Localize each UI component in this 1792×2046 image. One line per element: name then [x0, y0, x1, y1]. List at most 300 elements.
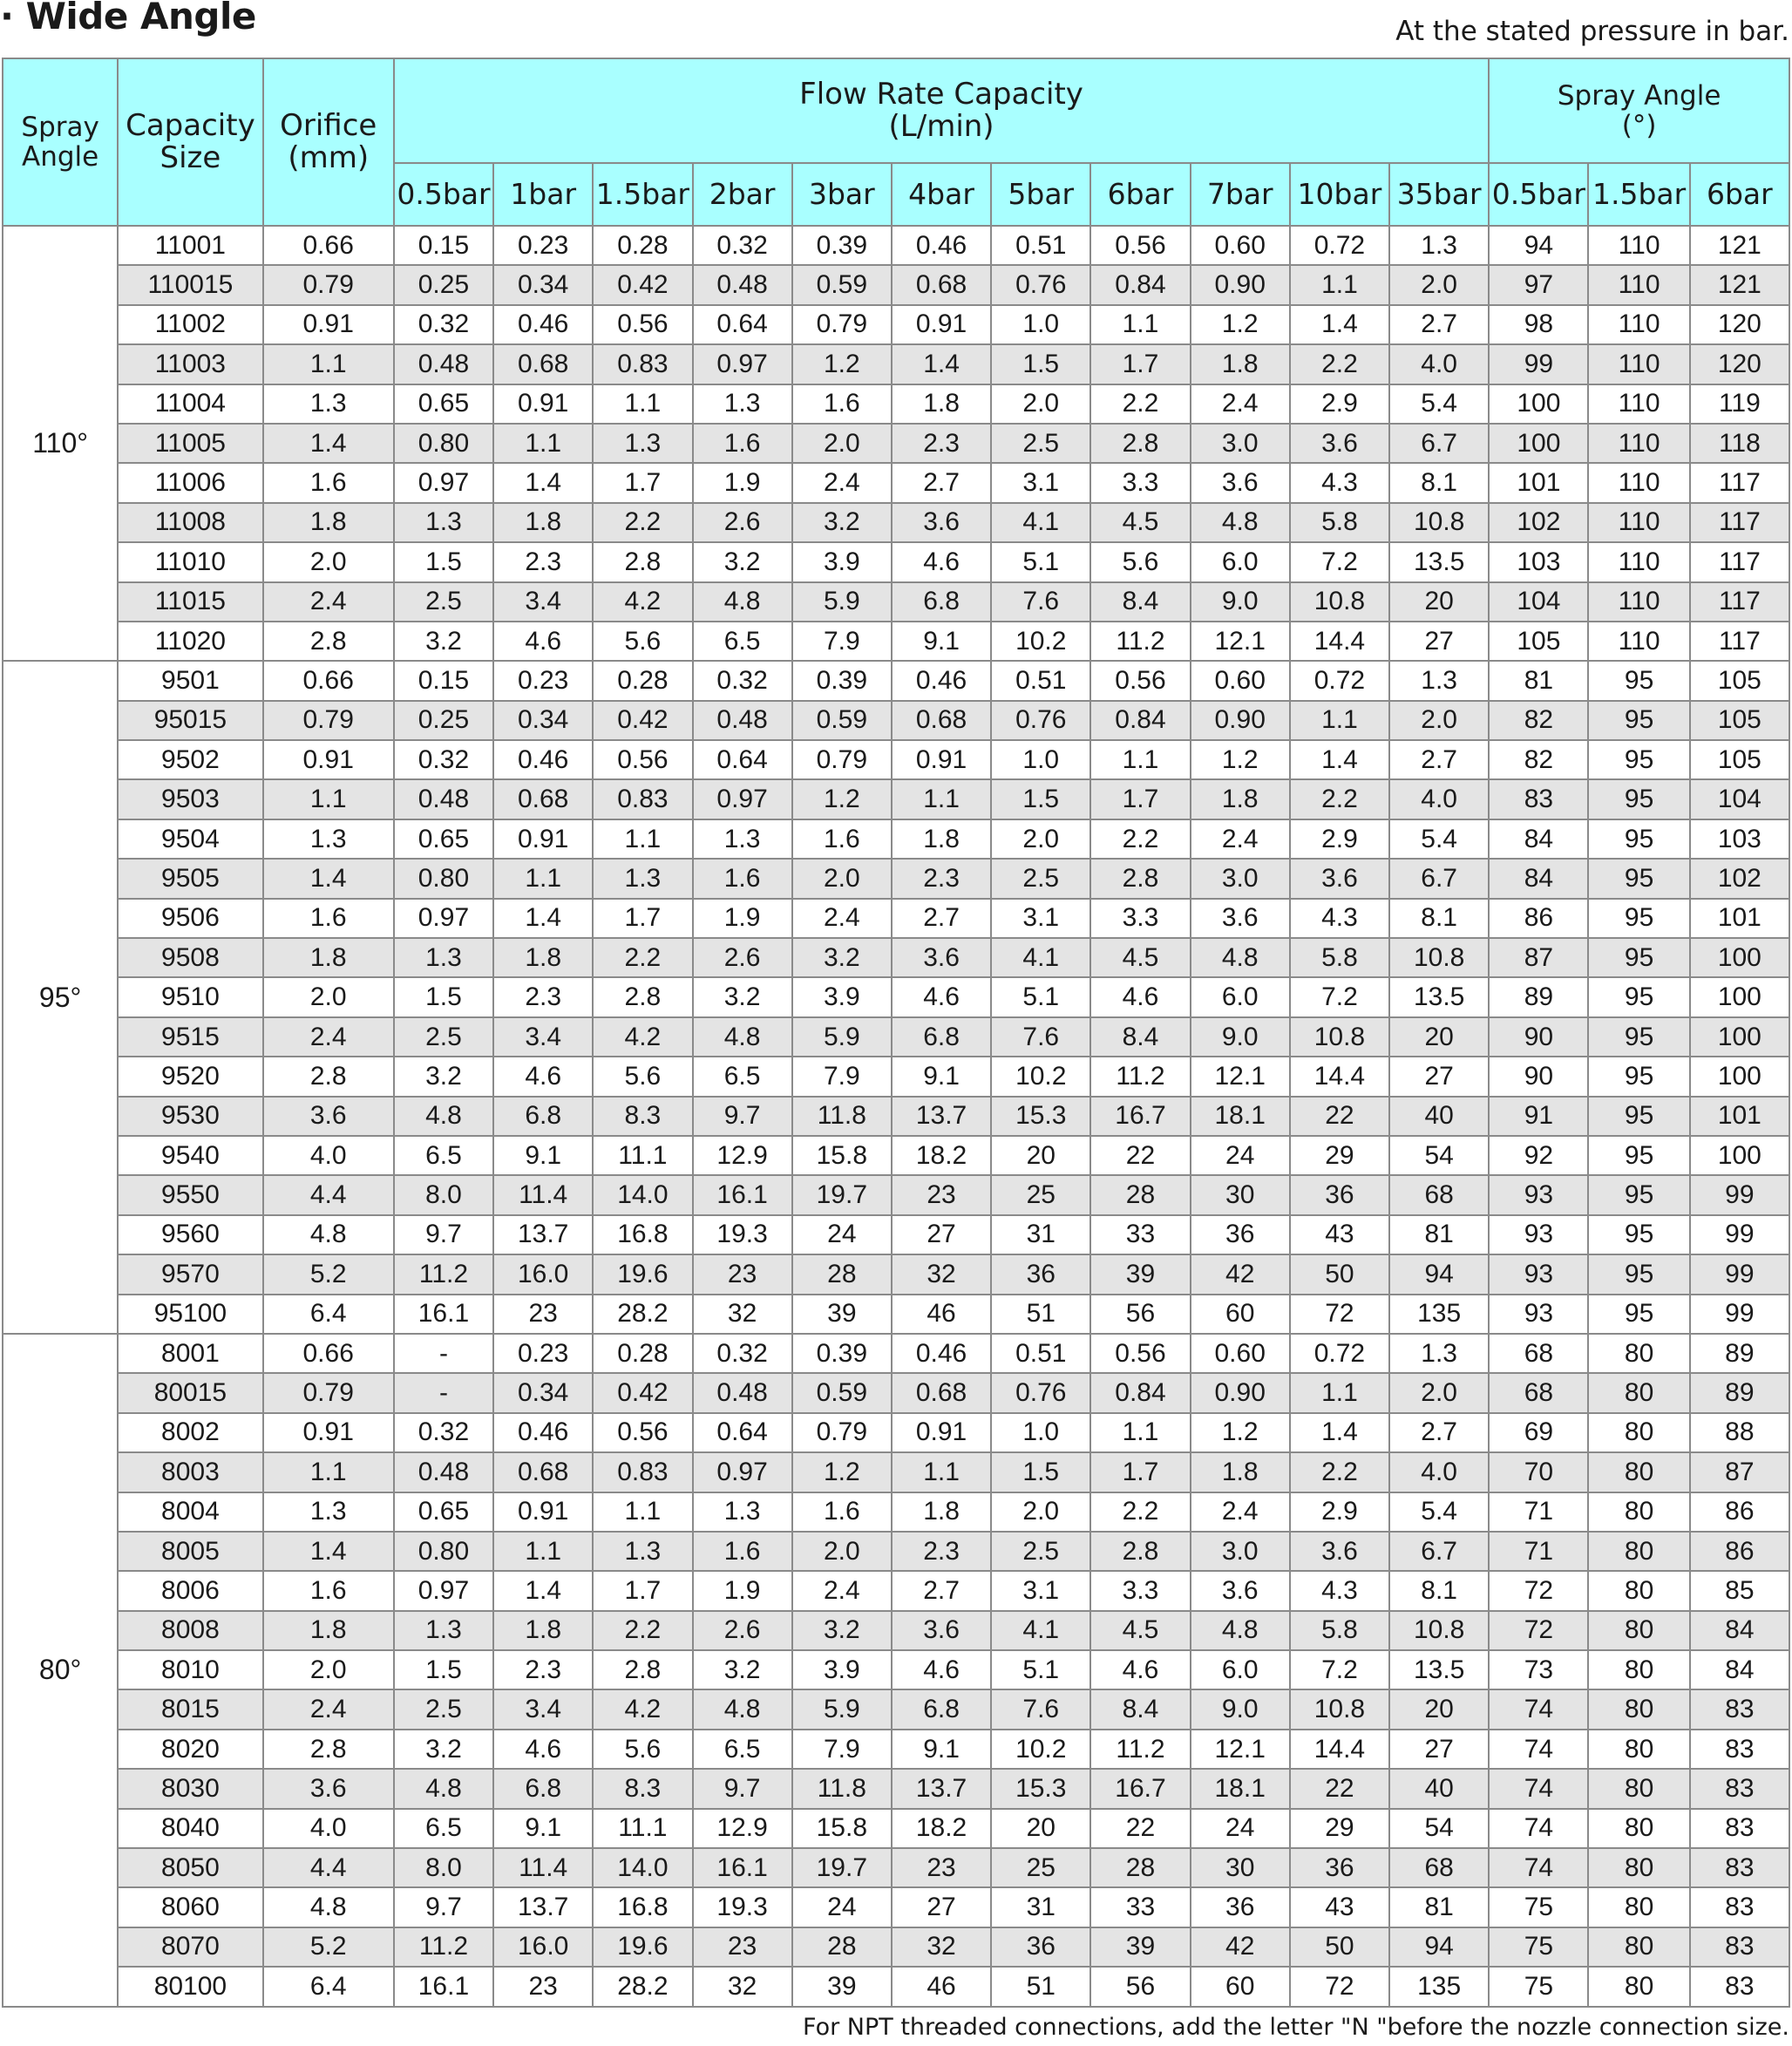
- table-cell: 0.59: [792, 1373, 892, 1412]
- table-cell: 6.5: [693, 622, 792, 661]
- table-cell: 86: [1489, 899, 1588, 938]
- table-cell: 0.76: [991, 701, 1090, 740]
- table-cell: 105: [1690, 701, 1789, 740]
- table-cell: 3.6: [1191, 463, 1290, 502]
- table-cell: 0.90: [1191, 1373, 1290, 1412]
- table-cell: 30: [1191, 1848, 1290, 1887]
- table-cell: 1.2: [1191, 740, 1290, 779]
- table-cell: 0.91: [493, 1492, 593, 1532]
- table-cell: 119: [1690, 384, 1789, 424]
- table-cell: 0.48: [394, 344, 493, 384]
- table-cell: 20: [1389, 1017, 1489, 1057]
- table-cell: 4.6: [892, 1650, 991, 1689]
- table-cell: 72: [1489, 1611, 1588, 1650]
- npt-note: For NPT threaded connections, add the letter "N "before the nozzle connection size.: [803, 2014, 1789, 2041]
- table-cell: 80: [1588, 1887, 1689, 1927]
- table-cell: 0.64: [693, 740, 792, 779]
- table-cell: 0.79: [263, 701, 394, 740]
- table-cell: 2.8: [1090, 424, 1190, 463]
- table-cell: 3.9: [792, 542, 892, 581]
- table-cell: 2.3: [892, 859, 991, 898]
- table-cell: 117: [1690, 542, 1789, 581]
- table-row: [3, 344, 1789, 384]
- table-cell: 2.6: [693, 938, 792, 977]
- table-cell: 8.4: [1090, 1689, 1190, 1729]
- table-cell: 13.7: [892, 1097, 991, 1136]
- table-cell: 36: [1191, 1887, 1290, 1927]
- spray-angle-header: Spray Angle: [3, 58, 118, 226]
- table-cell: 83: [1690, 1769, 1789, 1808]
- table-cell: 1.3: [394, 1611, 493, 1650]
- table-cell: 8.4: [1090, 582, 1190, 622]
- table-cell: 3.6: [263, 1769, 394, 1808]
- table-cell: 1.6: [693, 1532, 792, 1571]
- table-cell: 0.91: [263, 1413, 394, 1452]
- table-cell: 16.0: [493, 1927, 593, 1967]
- table-cell: 10.2: [991, 1730, 1090, 1769]
- table-cell: 10.8: [1389, 938, 1489, 977]
- table-cell: 11.2: [394, 1254, 493, 1294]
- table-cell: 3.3: [1090, 1571, 1190, 1610]
- table-cell: 83: [1690, 1689, 1789, 1729]
- table-cell: 16.1: [693, 1175, 792, 1214]
- table-cell: 1.6: [792, 1492, 892, 1532]
- table-cell: 4.0: [263, 1136, 394, 1175]
- table-cell: 11004: [118, 384, 262, 424]
- table-cell: 117: [1690, 582, 1789, 622]
- table-cell: 100: [1690, 977, 1789, 1016]
- table-row: [3, 1809, 1789, 1848]
- table-cell: 10.8: [1290, 582, 1389, 622]
- table-cell: 0.65: [394, 384, 493, 424]
- table-cell: 14.0: [593, 1175, 692, 1214]
- table-cell: 4.8: [693, 582, 792, 622]
- table-cell: 29: [1290, 1809, 1389, 1848]
- table-cell: 80: [1588, 1650, 1689, 1689]
- table-cell: 87: [1489, 938, 1588, 977]
- table-cell: 68: [1389, 1848, 1489, 1887]
- table-cell: 1.7: [593, 899, 692, 938]
- table-cell: 80: [1588, 1373, 1689, 1412]
- table-cell: 4.5: [1090, 1611, 1190, 1650]
- table-cell: 5.2: [263, 1254, 394, 1294]
- table-cell: 29: [1290, 1136, 1389, 1175]
- spray-angle-group: 95°: [3, 661, 118, 1334]
- table-cell: 1.6: [693, 859, 792, 898]
- table-cell: 1.4: [263, 859, 394, 898]
- table-cell: 1.2: [792, 344, 892, 384]
- table-cell: 68: [1489, 1373, 1588, 1412]
- table-cell: 0.39: [792, 226, 892, 265]
- flow-rate-header: [394, 58, 1489, 163]
- table-cell: 1.1: [1290, 701, 1389, 740]
- table-cell: 4.6: [892, 542, 991, 581]
- pressure-note: At the stated pressure in bar.: [1395, 16, 1789, 47]
- table-cell: 2.7: [892, 899, 991, 938]
- table-cell: 0.66: [263, 1334, 394, 1373]
- flow-pressure-header: 2bar: [693, 163, 792, 226]
- table-cell: 0.48: [394, 1452, 493, 1492]
- table-cell: 12.1: [1191, 622, 1290, 661]
- table-cell: 100: [1690, 1136, 1789, 1175]
- table-cell: 14.4: [1290, 1057, 1389, 1096]
- table-cell: 0.68: [892, 265, 991, 304]
- table-cell: 16.7: [1090, 1097, 1190, 1136]
- table-cell: 1.2: [1191, 305, 1290, 344]
- table-cell: 9.7: [693, 1769, 792, 1808]
- table-cell: 6.8: [892, 1017, 991, 1057]
- table-cell: 3.6: [263, 1097, 394, 1136]
- table-cell: 2.0: [792, 859, 892, 898]
- table-cell: 11002: [118, 305, 262, 344]
- table-cell: 121: [1690, 226, 1789, 265]
- table-cell: 80: [1588, 1769, 1689, 1808]
- table-cell: 24: [792, 1887, 892, 1927]
- table-cell: 99: [1489, 344, 1588, 384]
- table-cell: 40: [1389, 1769, 1489, 1808]
- table-cell: 95: [1588, 1017, 1689, 1057]
- table-cell: 0.25: [394, 701, 493, 740]
- table-cell: 1.6: [792, 819, 892, 859]
- table-cell: 7.6: [991, 1689, 1090, 1729]
- table-cell: 0.56: [593, 740, 692, 779]
- table-cell: 0.90: [1191, 701, 1290, 740]
- table-cell: 9520: [118, 1057, 262, 1096]
- table-cell: 4.6: [493, 1730, 593, 1769]
- table-cell: 68: [1389, 1175, 1489, 1214]
- table-cell: 2.4: [263, 1017, 394, 1057]
- flow-rate-title: Flow Rate Capacity: [799, 76, 1083, 112]
- table-cell: 11003: [118, 344, 262, 384]
- table-cell: 9508: [118, 938, 262, 977]
- table-cell: 83: [1690, 1967, 1789, 2007]
- table-cell: 0.97: [394, 463, 493, 502]
- table-cell: 2.8: [1090, 859, 1190, 898]
- table-cell: 1.1: [263, 1452, 394, 1492]
- table-cell: 2.4: [1191, 1492, 1290, 1532]
- table-cell: 22: [1090, 1809, 1190, 1848]
- table-cell: 1.3: [1389, 226, 1489, 265]
- table-cell: 23: [892, 1175, 991, 1214]
- table-cell: 0.91: [263, 740, 394, 779]
- table-cell: 2.8: [263, 1057, 394, 1096]
- table-cell: 70: [1489, 1452, 1588, 1492]
- table-cell: 1.3: [693, 819, 792, 859]
- table-cell: 0.76: [991, 265, 1090, 304]
- table-cell: 3.4: [493, 1017, 593, 1057]
- table-cell: 95: [1588, 938, 1689, 977]
- table-cell: 104: [1690, 779, 1789, 819]
- table-cell: 99: [1690, 1254, 1789, 1294]
- table-cell: 0.72: [1290, 1334, 1389, 1373]
- table-cell: 19.7: [792, 1175, 892, 1214]
- table-cell: 1.1: [892, 1452, 991, 1492]
- table-cell: 8005: [118, 1532, 262, 1571]
- table-cell: 3.1: [991, 463, 1090, 502]
- table-cell: 1.3: [1389, 1334, 1489, 1373]
- table-cell: 10.2: [991, 622, 1090, 661]
- table-cell: 27: [892, 1215, 991, 1254]
- table-cell: 95: [1588, 779, 1689, 819]
- table-cell: 0.48: [693, 265, 792, 304]
- table-cell: 4.3: [1290, 899, 1389, 938]
- table-cell: 110: [1588, 582, 1689, 622]
- table-cell: 16.0: [493, 1254, 593, 1294]
- table-cell: 14.4: [1290, 622, 1389, 661]
- table-cell: 19.6: [593, 1254, 692, 1294]
- table-cell: 3.6: [892, 1611, 991, 1650]
- table-cell: 2.5: [991, 1532, 1090, 1571]
- table-cell: 0.46: [493, 1413, 593, 1452]
- table-cell: 4.8: [1191, 938, 1290, 977]
- table-cell: 2.8: [593, 977, 692, 1016]
- table-cell: 1.8: [1191, 779, 1290, 819]
- table-cell: 1.1: [1290, 1373, 1389, 1412]
- table-cell: 1.1: [263, 344, 394, 384]
- table-cell: 2.5: [394, 1017, 493, 1057]
- table-cell: 2.0: [792, 424, 892, 463]
- angle-pressure-header: 6bar: [1690, 163, 1789, 226]
- table-cell: 0.34: [493, 1373, 593, 1412]
- table-cell: 2.8: [263, 622, 394, 661]
- table-cell: 0.56: [593, 1413, 692, 1452]
- table-cell: 0.91: [892, 740, 991, 779]
- flow-pressure-header: 3bar: [792, 163, 892, 226]
- table-cell: 75: [1489, 1967, 1588, 2007]
- table-cell: 9.1: [892, 1730, 991, 1769]
- table-cell: 1.2: [1191, 1413, 1290, 1452]
- table-cell: 2.8: [593, 1650, 692, 1689]
- table-cell: 1.0: [991, 740, 1090, 779]
- table-cell: 36: [991, 1254, 1090, 1294]
- table-row: [3, 1215, 1789, 1254]
- table-cell: 0.56: [1090, 226, 1190, 265]
- table-row: [3, 1057, 1789, 1096]
- flow-pressure-header: 1bar: [493, 163, 593, 226]
- table-cell: 1.7: [1090, 1452, 1190, 1492]
- table-cell: 39: [792, 1967, 892, 2007]
- table-cell: 8050: [118, 1848, 262, 1887]
- table-cell: 84: [1489, 859, 1588, 898]
- table-cell: 95: [1588, 701, 1689, 740]
- table-cell: 16.8: [593, 1215, 692, 1254]
- table-cell: 3.2: [394, 622, 493, 661]
- table-cell: 95: [1588, 977, 1689, 1016]
- table-cell: 0.68: [892, 1373, 991, 1412]
- table-cell: 1.8: [263, 1611, 394, 1650]
- table-cell: 9550: [118, 1175, 262, 1214]
- table-cell: 1.3: [263, 384, 394, 424]
- table-cell: 110: [1588, 463, 1689, 502]
- table-row: [3, 384, 1789, 424]
- table-cell: 84: [1489, 819, 1588, 859]
- table-cell: 8010: [118, 1650, 262, 1689]
- table-cell: 6.5: [693, 1730, 792, 1769]
- table-cell: 11.1: [593, 1809, 692, 1848]
- table-cell: 0.59: [792, 265, 892, 304]
- table-cell: 11.4: [493, 1175, 593, 1214]
- table-cell: 85: [1690, 1571, 1789, 1610]
- table-cell: 3.6: [1191, 1571, 1290, 1610]
- table-cell: 110: [1588, 622, 1689, 661]
- table-cell: 9505: [118, 859, 262, 898]
- table-cell: 2.5: [394, 1689, 493, 1729]
- table-cell: 0.46: [892, 226, 991, 265]
- table-cell: 0.84: [1090, 701, 1190, 740]
- table-cell: 1.6: [693, 424, 792, 463]
- table-cell: 95: [1588, 740, 1689, 779]
- table-cell: 81: [1489, 661, 1588, 700]
- table-cell: 0.32: [394, 740, 493, 779]
- table-cell: 1.9: [693, 1571, 792, 1610]
- table-cell: 27: [1389, 1730, 1489, 1769]
- table-cell: 0.91: [493, 384, 593, 424]
- table-cell: 19.3: [693, 1215, 792, 1254]
- table-cell: 3.0: [1191, 424, 1290, 463]
- table-cell: 100: [1690, 938, 1789, 977]
- table-cell: 5.4: [1389, 1492, 1489, 1532]
- table-row: [3, 899, 1789, 938]
- table-cell: 1.3: [693, 1492, 792, 1532]
- table-cell: 1.8: [892, 1492, 991, 1532]
- table-cell: 103: [1690, 819, 1789, 859]
- table-cell: 1.3: [394, 938, 493, 977]
- table-cell: 0.72: [1290, 661, 1389, 700]
- table-cell: 50: [1290, 1927, 1389, 1967]
- table-cell: 2.6: [693, 503, 792, 542]
- table-cell: 118: [1690, 424, 1789, 463]
- table-cell: 8070: [118, 1927, 262, 1967]
- table-cell: 83: [1690, 1887, 1789, 1927]
- table-cell: 83: [1690, 1730, 1789, 1769]
- table-cell: 0.39: [792, 661, 892, 700]
- table-cell: 2.0: [263, 977, 394, 1016]
- table-cell: 0.56: [1090, 1334, 1190, 1373]
- table-cell: 11.2: [1090, 1057, 1190, 1096]
- table-cell: 0.46: [892, 1334, 991, 1373]
- table-cell: 33: [1090, 1215, 1190, 1254]
- table-row: [3, 1730, 1789, 1769]
- table-cell: 88: [1690, 1413, 1789, 1452]
- table-cell: 8.1: [1389, 463, 1489, 502]
- table-cell: 39: [1090, 1927, 1190, 1967]
- table-cell: 0.83: [593, 1452, 692, 1492]
- table-cell: 105: [1489, 622, 1588, 661]
- spray-angle-group: 80°: [3, 1334, 118, 2007]
- table-cell: 9.0: [1191, 582, 1290, 622]
- table-cell: 80: [1588, 1452, 1689, 1492]
- table-cell: 5.2: [263, 1927, 394, 1967]
- table-cell: 7.2: [1290, 542, 1389, 581]
- table-cell: 23: [693, 1927, 792, 1967]
- table-cell: 4.5: [1090, 938, 1190, 977]
- table-cell: 1.7: [593, 1571, 692, 1610]
- table-cell: 2.0: [263, 542, 394, 581]
- table-cell: 20: [1389, 582, 1489, 622]
- table-cell: 9540: [118, 1136, 262, 1175]
- table-cell: 95100: [118, 1295, 262, 1334]
- table-cell: 0.65: [394, 1492, 493, 1532]
- table-cell: 94: [1389, 1927, 1489, 1967]
- table-cell: 13.5: [1389, 977, 1489, 1016]
- table-cell: 1.1: [1090, 1413, 1190, 1452]
- table-cell: 6.8: [493, 1769, 593, 1808]
- table-cell: 1.0: [991, 305, 1090, 344]
- table-row: [3, 1887, 1789, 1927]
- table-cell: 4.4: [263, 1848, 394, 1887]
- table-cell: 1.3: [263, 1492, 394, 1532]
- table-cell: 2.4: [263, 582, 394, 622]
- table-cell: 1.4: [1290, 305, 1389, 344]
- table-cell: 4.6: [1090, 1650, 1190, 1689]
- table-cell: 31: [991, 1215, 1090, 1254]
- table-cell: 0.42: [593, 1373, 692, 1412]
- table-cell: 1.1: [1290, 265, 1389, 304]
- table-cell: 46: [892, 1295, 991, 1334]
- table-row: [3, 265, 1789, 304]
- table-cell: 2.6: [693, 1611, 792, 1650]
- table-cell: 3.2: [792, 1611, 892, 1650]
- table-cell: 4.8: [394, 1097, 493, 1136]
- table-cell: 4.6: [1090, 977, 1190, 1016]
- table-cell: 0.97: [394, 1571, 493, 1610]
- table-cell: 2.3: [892, 424, 991, 463]
- table-cell: 54: [1389, 1809, 1489, 1848]
- table-cell: 9.7: [394, 1887, 493, 1927]
- table-cell: 95015: [118, 701, 262, 740]
- table-cell: 27: [892, 1887, 991, 1927]
- table-cell: 0.68: [892, 701, 991, 740]
- table-row: [3, 740, 1789, 779]
- table-cell: 117: [1690, 622, 1789, 661]
- table-cell: 0.91: [892, 305, 991, 344]
- table-cell: 80015: [118, 1373, 262, 1412]
- table-cell: -: [394, 1334, 493, 1373]
- table-cell: 74: [1489, 1848, 1588, 1887]
- table-cell: 0.80: [394, 1532, 493, 1571]
- table-cell: 23: [892, 1848, 991, 1887]
- table-cell: 6.4: [263, 1295, 394, 1334]
- table-cell: 1.8: [493, 503, 593, 542]
- table-cell: 80: [1588, 1334, 1689, 1373]
- table-cell: 0.60: [1191, 1334, 1290, 1373]
- table-cell: 2.3: [493, 977, 593, 1016]
- table-cell: 1.5: [394, 542, 493, 581]
- table-cell: 0.23: [493, 1334, 593, 1373]
- table-cell: 2.7: [1389, 1413, 1489, 1452]
- table-cell: 0.25: [394, 265, 493, 304]
- table-cell: 5.8: [1290, 503, 1389, 542]
- table-cell: 92: [1489, 1136, 1588, 1175]
- table-cell: 9.0: [1191, 1689, 1290, 1729]
- table-cell: 28: [1090, 1175, 1190, 1214]
- table-cell: 0.28: [593, 226, 692, 265]
- table-cell: 23: [493, 1967, 593, 2007]
- table-cell: 83: [1690, 1927, 1789, 1967]
- table-cell: 1.4: [263, 1532, 394, 1571]
- spray-angle-right-header: [1489, 58, 1789, 163]
- table-row: [3, 1017, 1789, 1057]
- table-cell: 1.1: [1090, 740, 1190, 779]
- table-cell: 2.3: [493, 1650, 593, 1689]
- table-cell: 0.39: [792, 1334, 892, 1373]
- table-cell: 83: [1690, 1809, 1789, 1848]
- table-cell: 13.5: [1389, 1650, 1489, 1689]
- table-cell: 0.51: [991, 226, 1090, 265]
- table-cell: 3.2: [394, 1730, 493, 1769]
- table-cell: 80100: [118, 1967, 262, 2007]
- table-cell: 14.4: [1290, 1730, 1389, 1769]
